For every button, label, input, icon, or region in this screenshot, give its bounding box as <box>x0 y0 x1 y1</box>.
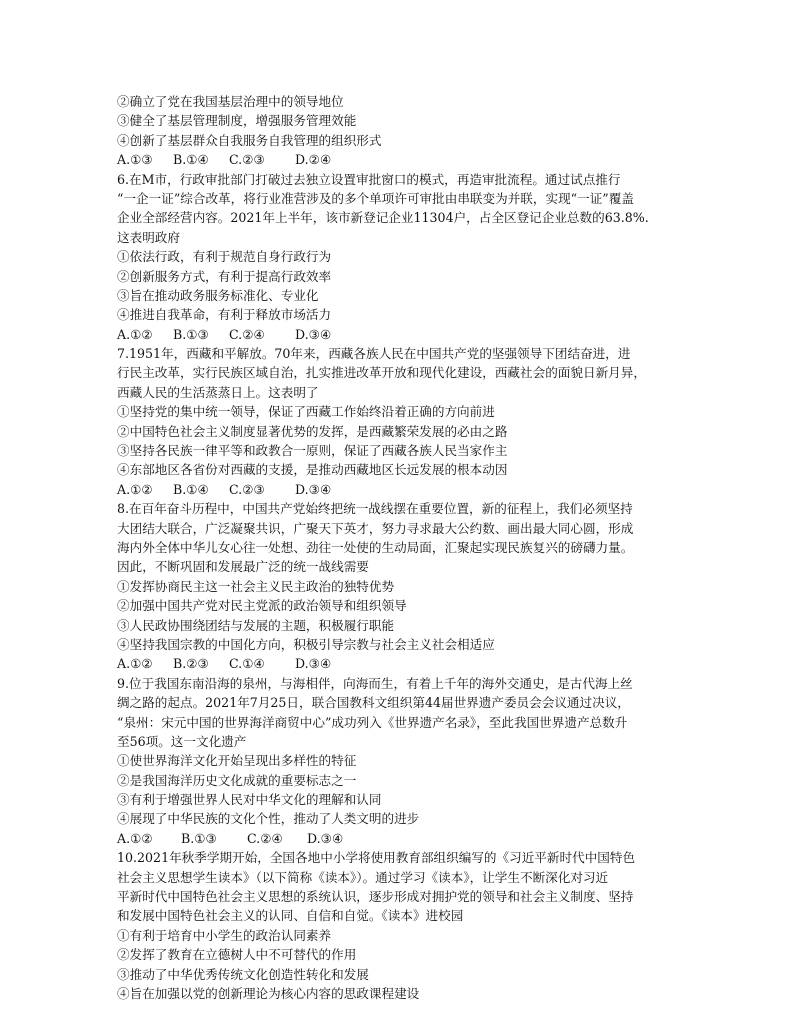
option-c: C.①④ <box>229 656 265 672</box>
question-9 <box>117 674 677 849</box>
option-a: A.①③ <box>117 152 153 168</box>
question-stem-line: 6.在M市，行政审批部门打破过去独立设置审批窗口的模式，再造审批流程。通过试点推行 <box>117 171 621 187</box>
option-d: D.③④ <box>295 481 332 497</box>
option-c: C.②③ <box>229 152 265 168</box>
question-stem-line: 企业全部经营内容。2021年上半年，该市新登记企业11304户，占全区登记企业总数的63.8%. <box>117 210 649 226</box>
choice-item: ①发挥协商民主这一社会主义民主政治的独特优势 <box>117 578 395 594</box>
question-stem-line: “一企一证”综合改革，将行业准营涉及的多个单项许可审批由串联变为并联，实现“一证”覆盖 <box>117 190 634 206</box>
option-c: C.②④ <box>247 830 283 846</box>
option-c: C.②③ <box>229 481 265 497</box>
question-stem-line: 海内外全体中华儿女心往一处想、劲往一处使的生动局面，汇聚起实现民族复兴的磅礴力量。 <box>117 539 634 555</box>
answer-options <box>117 480 677 499</box>
choice-item: ④东部地区各省份对西藏的支援，是推动西藏地区长远发展的根本动因 <box>117 462 508 478</box>
question-stem-line: 社会主义思想学生读本》（以下简称《读本》）。通过学习《读本》，让学生不断深化对习近 <box>117 869 609 885</box>
choice-item: ③有利于增强世界人民对中华文化的理解和认同 <box>117 792 382 808</box>
choice-item: ②创新服务方式，有利于提高行政效率 <box>117 268 332 284</box>
question-stem-line: 大团结大联合，广泛凝聚共识，广聚天下英才，努力寻求最大公约数、画出最大同心圆，形成 <box>117 520 634 536</box>
question-10 <box>117 848 677 1003</box>
question-stem-line: 10.2021年秋季学期开始，全国各地中小学将使用教育部组织编写的《习近平新时代中国特色 <box>117 850 636 866</box>
choice-item: ②确立了党在我国基层治理中的领导地位 <box>117 94 344 109</box>
option-a: A.①② <box>117 326 153 342</box>
question-stem-line: 8.在百年奋斗历程中，中国共产党始终把统一战线摆在重要位置，新的征程上，我们必须坚持 <box>117 501 633 517</box>
exam-page <box>117 92 677 1003</box>
choice-item: ④创新了基层群众自我服务自我管理的组织形式 <box>117 132 382 148</box>
choice-item: ④展现了中华民族的文化个性，推动了人类文明的进步 <box>117 811 420 827</box>
question-stem-line: 这表明政府 <box>117 229 180 245</box>
option-a: A.①② <box>117 656 153 672</box>
question-stem-line: 7.1951年，西藏和平解放。70年来，西藏各族人民在中国共产党的坚强领导下团结奋进，进 <box>117 346 631 362</box>
question-5-tail <box>117 92 677 170</box>
option-b: B.①④ <box>173 481 209 497</box>
choice-item: ②发挥了教育在立德树人中不可替代的作用 <box>117 947 357 963</box>
choice-item: ①有利于培育中小学生的政治认同素养 <box>117 927 332 943</box>
choice-item: ④推进自我革命，有利于释放市场活力 <box>117 307 332 323</box>
choice-item: ②中国特色社会主义制度显著优势的发挥，是西藏繁荣发展的必由之路 <box>117 423 508 439</box>
choice-item: ③旨在推动政务服务标准化、专业化 <box>117 287 319 303</box>
choice-item: ③健全了基层管理制度，增强服务管理效能 <box>117 113 357 129</box>
answer-options <box>117 150 677 169</box>
choice-item: ②加强中国共产党对民主党派的政治领导和组织领导 <box>117 598 407 614</box>
choice-item: ①坚持党的集中统一领导，保证了西藏工作始终沿着正确的方向前进 <box>117 404 495 420</box>
answer-options <box>117 829 677 848</box>
answer-options <box>117 654 677 673</box>
option-d: D.②④ <box>295 152 332 168</box>
choice-item: ①依法行政，有利于规范自身行政行为 <box>117 249 332 265</box>
choice-item: ③坚持各民族一律平等和政教合一原则，保证了西藏各族人民当家作主 <box>117 443 508 459</box>
question-stem-line: 至56项。这一文化遗产 <box>117 733 247 749</box>
option-d: D.③④ <box>295 656 332 672</box>
question-stem-line: 西藏人民的生活蒸蒸日上。这表明了 <box>117 384 319 400</box>
option-b: B.②③ <box>173 656 209 672</box>
choice-item: ②是我国海洋历史文化成就的重要标志之一 <box>117 772 357 788</box>
answer-options <box>117 325 677 344</box>
option-d: D.③④ <box>295 326 332 342</box>
choice-item: ③人民政协围绕团结与发展的主题，积极履行职能 <box>117 617 395 633</box>
question-stem-line: “泉州：宋元中国的世界海洋商贸中心”成功列入《世界遗产名录》，至此我国世界遗产总数升 <box>117 714 628 730</box>
question-stem-line: 绸之路的起点。2021年7月25日，联合国教科文组织第44届世界遗产委员会会议通过决议， <box>117 695 630 711</box>
option-b: B.①③ <box>181 830 217 846</box>
question-7 <box>117 344 677 499</box>
option-a: A.①② <box>117 830 153 846</box>
question-stem-line: 行民主改革，实行民族区域自治，扎实推进改革开放和现代化建设，西藏社会的面貌日新月异， <box>117 365 646 381</box>
question-stem-line: 9.位于我国东南沿海的泉州，与海相伴，向海而生，有着上千年的海外交通史，是古代海上丝 <box>117 675 633 691</box>
option-b: B.①③ <box>173 326 209 342</box>
choice-item: ④旨在加强以党的创新理论为核心内容的思政课程建设 <box>117 985 420 1001</box>
question-stem-line: 因此，不断巩固和发展最广泛的统一战线需要 <box>117 559 369 575</box>
option-c: C.②④ <box>229 326 265 342</box>
question-stem-line: 和发展中国特色社会主义的认同、自信和自觉。《读本》进校园 <box>117 908 464 924</box>
choice-item: ③推动了中华优秀传统文化创造性转化和发展 <box>117 966 369 982</box>
option-d: D.③④ <box>307 830 344 846</box>
question-stem-line: 平新时代中国特色社会主义思想的系统认识，逐步形成对拥护党的领导和社会主义制度、坚持 <box>117 889 634 905</box>
choice-item: ④坚持我国宗教的中国化方向，积极引导宗教与社会主义社会相适应 <box>117 636 495 652</box>
option-a: A.①② <box>117 481 153 497</box>
question-8 <box>117 499 677 674</box>
option-b: B.①④ <box>173 152 209 168</box>
choice-item: ①使世界海洋文化开始呈现出多样性的特征 <box>117 753 357 769</box>
question-6 <box>117 170 677 345</box>
